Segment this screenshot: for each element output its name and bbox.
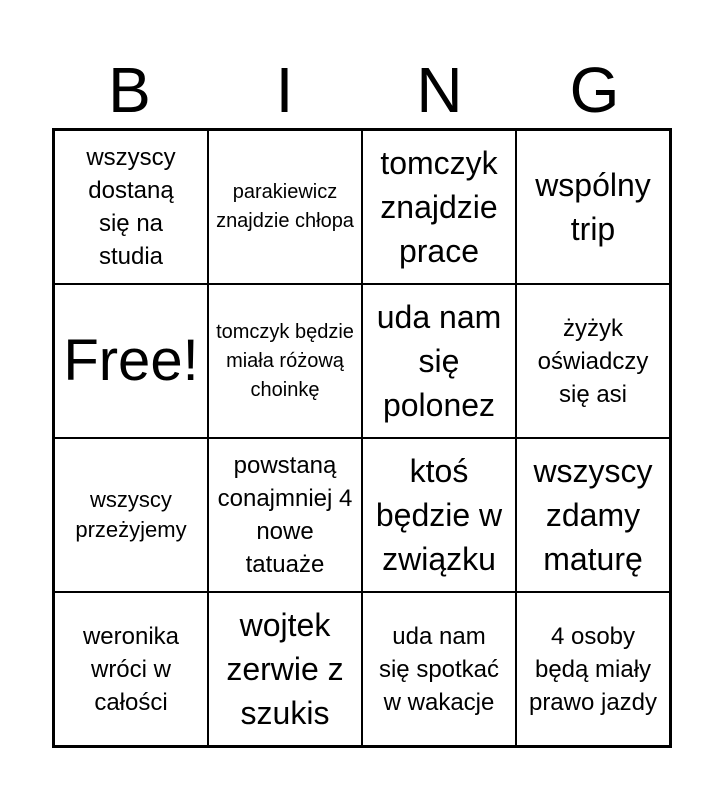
- bingo-cell[interactable]: [362, 438, 516, 592]
- bingo-cell[interactable]: [516, 592, 670, 746]
- cell-text: powstaną conajmniej 4 nowe tatuaże: [217, 452, 353, 578]
- bingo-cell[interactable]: [208, 130, 362, 284]
- bingo-cell[interactable]: [54, 438, 208, 592]
- bingo-board: [52, 128, 672, 748]
- cell-text: wszyscy zdamy maturę: [533, 453, 653, 577]
- cell-text: wszyscy dostaną się na studia: [86, 144, 176, 270]
- bingo-cell[interactable]: [208, 438, 362, 592]
- bingo-cell-free[interactable]: [54, 284, 208, 438]
- cell-text: ktoś będzie w związku: [375, 453, 503, 577]
- cell-text: tomczyk znajdzie prace: [380, 145, 498, 269]
- header-letter-g: G: [569, 54, 620, 126]
- cell-text: żyżyk oświadczy się asi: [537, 314, 649, 408]
- cell-text: uda nam się spotkać w wakacje: [378, 622, 500, 716]
- bingo-cell[interactable]: [208, 284, 362, 438]
- cell-text: Free!: [63, 328, 199, 393]
- bingo-cell[interactable]: [362, 592, 516, 746]
- cell-text: weronika wróci w całości: [82, 622, 180, 716]
- cell-text: tomczyk będzie miała różową choinkę: [216, 320, 354, 401]
- bingo-cell[interactable]: [54, 130, 208, 284]
- bingo-cell[interactable]: [516, 438, 670, 592]
- cell-text: parakiewicz znajdzie chłopa: [216, 181, 354, 232]
- cell-text: wszyscy przeżyjemy: [75, 487, 187, 542]
- bingo-cell[interactable]: [362, 284, 516, 438]
- cell-text: uda nam się polonez: [376, 299, 502, 423]
- bingo-cell[interactable]: [54, 592, 208, 746]
- bingo-cell[interactable]: [362, 130, 516, 284]
- cell-text: wspólny trip: [535, 167, 651, 247]
- cell-text: 4 osoby będą miały prawo jazdy: [528, 622, 658, 716]
- cell-text: wojtek zerwie z szukis: [226, 607, 344, 731]
- header-letter-i: I: [275, 54, 294, 126]
- bingo-cell[interactable]: [208, 592, 362, 746]
- header-letter-n: N: [416, 54, 463, 126]
- bingo-header: [52, 52, 672, 128]
- header-letter-b: B: [108, 54, 151, 126]
- bingo-cell[interactable]: [516, 284, 670, 438]
- bingo-cell[interactable]: [516, 130, 670, 284]
